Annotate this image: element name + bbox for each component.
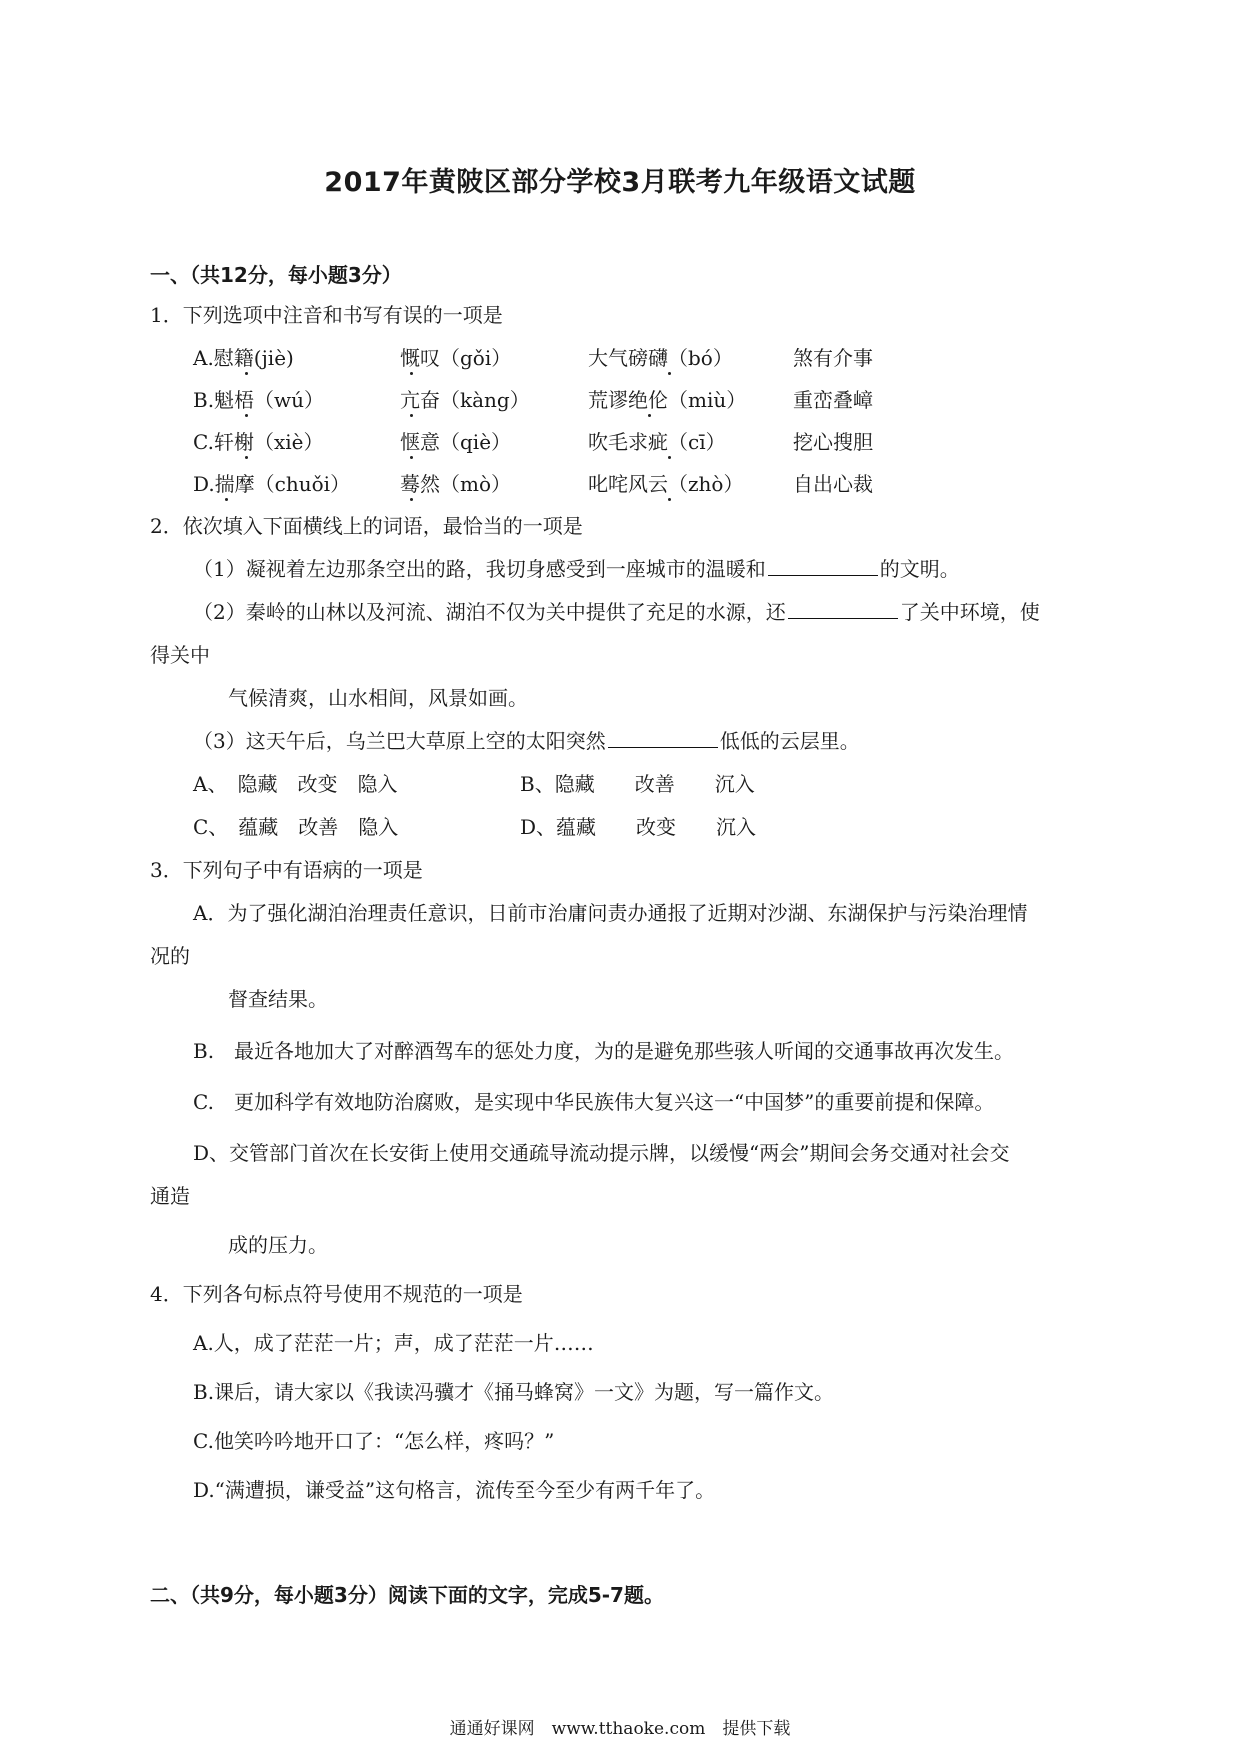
emphasis-dot	[668, 456, 671, 459]
q2-stem: 2．依次填入下面横线上的词语，最恰当的一项是	[150, 514, 583, 538]
page-title: 2017年黄陂区部分学校3月联考九年级语文试题	[324, 167, 916, 198]
q2-sentence-2-text: （2）秦岭的山林以及河流、湖泊不仅为关中提供了充足的水源，还	[193, 600, 786, 624]
emphasis-dot	[648, 414, 651, 417]
q2-option-a: A、 隐藏 改变 隐入	[193, 772, 398, 796]
q3-option-d-wrap: 通造	[150, 1184, 190, 1208]
emphasis-dot	[225, 498, 228, 501]
q1-row-a-col4: 煞有介事	[793, 346, 873, 370]
q1-row-c-col1: C.轩榭（xiè）	[193, 430, 324, 454]
q3-option-d-cont: 成的压力。	[228, 1233, 328, 1257]
q3-option-a-cont: 督查结果。	[228, 987, 328, 1011]
q2-sentence-1	[193, 556, 960, 582]
q2-sentence-3-end: 低低的云层里。	[719, 729, 860, 753]
q2-sentence-1-text: （1）凝视着左边那条空出的路，我切身感受到一座城市的温暖和	[193, 557, 766, 581]
q4-option-b: B.课后，请大家以《我读冯骥才《捅马蜂窝》一文》为题，写一篇作文。	[193, 1380, 835, 1404]
q1-row-c-col3: 吹毛求疵（cī）	[588, 430, 726, 454]
q4-option-a: A.人，成了茫茫一片；声，成了茫茫一片……	[193, 1331, 594, 1355]
q1-row-b-col2: 亢奋（kàng）	[400, 388, 530, 412]
q4-option-d: D.“满遭损，谦受益”这句格言，流传至今至少有两千年了。	[193, 1478, 716, 1502]
emphasis-dot	[410, 498, 413, 501]
q3-stem: 3．下列句子中有语病的一项是	[150, 858, 423, 882]
q1-row-b-col1: B.魁梧（wú）	[193, 388, 325, 412]
q2-sentence-2-cont: 气候清爽，山水相间，风景如画。	[228, 686, 528, 710]
section-2-heading: 二、（共9分，每小题3分）阅读下面的文字，完成5-7题。	[150, 1583, 664, 1607]
q1-row-c-col2: 惬意（qiè）	[400, 430, 512, 454]
page-footer: 通通好课网 www.tthaoke.com 提供下载	[449, 1719, 791, 1739]
emphasis-dot	[410, 372, 413, 375]
q2-sentence-3-text: （3）这天午后，乌兰巴大草原上空的太阳突然	[193, 729, 606, 753]
emphasis-dot	[410, 456, 413, 459]
q1-row-d-col4: 自出心裁	[793, 472, 873, 496]
fill-blank	[788, 600, 898, 619]
q2-sentence-3	[193, 728, 860, 754]
q1-row-a-col3: 大气磅礴（bó）	[588, 346, 733, 370]
q2-sentence-2	[193, 599, 1040, 625]
q3-option-c: C. 更加科学有效地防治腐败，是实现中华民族伟大复兴这一“中国梦”的重要前提和保障。	[193, 1090, 995, 1114]
q1-row-c-col4: 挖心搜胆	[793, 430, 873, 454]
q2-option-b: B、隐藏 改善 沉入	[520, 772, 755, 796]
q2-sentence-2-wrap: 得关中	[150, 643, 210, 667]
q1-stem: 1．下列选项中注音和书写有误的一项是	[150, 303, 503, 327]
q3-option-b: B. 最近各地加大了对醉酒驾车的惩处力度，为的是避免那些骇人听闻的交通事故再次发生。	[193, 1039, 1015, 1063]
emphasis-dot	[410, 414, 413, 417]
q3-option-a-wrap: 况的	[150, 944, 190, 968]
q1-row-d-col1: D.揣摩（chuǒi）	[193, 472, 351, 496]
emphasis-dot	[245, 372, 248, 375]
q1-row-b-col3: 荒谬绝伦（miù）	[588, 388, 747, 412]
q3-option-d: D、交管部门首次在长安街上使用交通疏导流动提示牌，以缓慢“两会”期间会务交通对社会交	[193, 1141, 1010, 1165]
emphasis-dot	[668, 498, 671, 501]
q4-stem: 4．下列各句标点符号使用不规范的一项是	[150, 1282, 523, 1306]
emphasis-dot	[245, 414, 248, 417]
emphasis-dot	[668, 372, 671, 375]
fill-blank	[608, 729, 718, 748]
emphasis-dot	[245, 456, 248, 459]
q1-row-d-col3: 叱咤风云（zhò）	[588, 472, 744, 496]
q4-option-c: C.他笑吟吟地开口了：“怎么样，疼吗？”	[193, 1429, 555, 1453]
q3-option-a: A．为了强化湖泊治理责任意识，日前市治庸问责办通报了近期对沙湖、东湖保护与污染治理情	[193, 901, 1028, 925]
q1-row-d-col2: 蓦然（mò）	[400, 472, 512, 496]
q2-option-c: C、 蕴藏 改善 隐入	[193, 815, 399, 839]
q2-option-d: D、蕴藏 改变 沉入	[520, 815, 757, 839]
q1-row-b-col4: 重峦叠嶂	[793, 388, 873, 412]
q1-row-a-col1: A.慰籍(jiè)	[193, 346, 294, 370]
fill-blank	[768, 557, 878, 576]
section-1-heading: 一、（共12分，每小题3分）	[150, 263, 402, 287]
q2-sentence-1-end: 的文明。	[879, 557, 960, 581]
q2-sentence-2-end: 了关中环境，使	[899, 600, 1040, 624]
q1-row-a-col2: 慨叹（gǒi）	[400, 346, 512, 370]
